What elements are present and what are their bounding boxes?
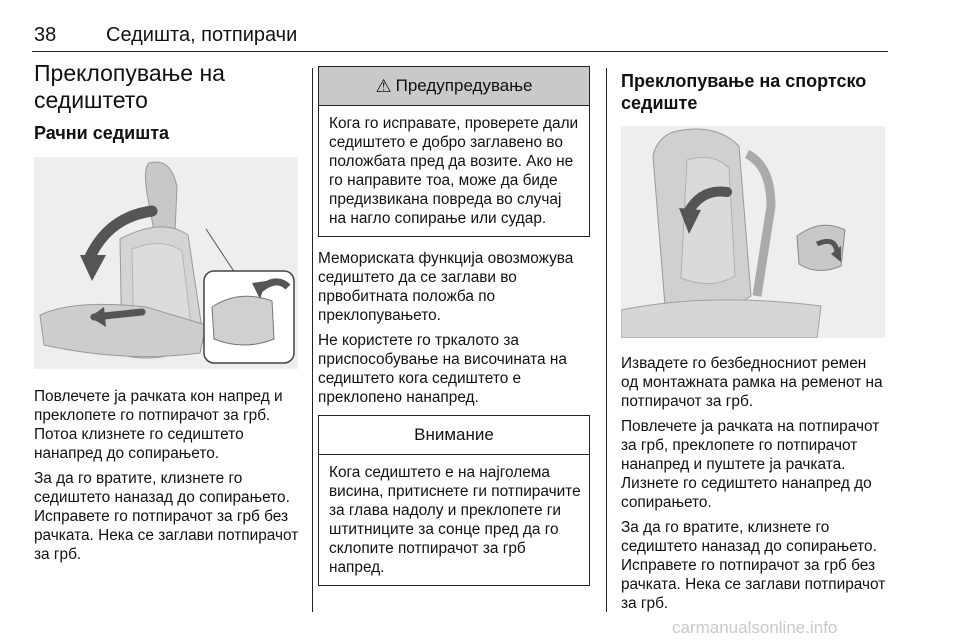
column-2 (318, 60, 590, 586)
warning-box (318, 66, 590, 237)
header-divider (32, 51, 888, 52)
page-number: 38 (34, 24, 57, 46)
caution-body: Кога седиштето е на најголема висина, притиснете ги потпирачите за глава надолу и преклопете ги штитниците за сонце пред да го склопите потпирачот за грб напред. (329, 464, 581, 576)
caution-box (318, 415, 590, 586)
paragraph: За да го вратите, клизнете го седиштето наназад до сопирањето. Исправете го потпирачот за грб без рачката. Нека се заглави потпирачот за грб. (621, 519, 886, 612)
watermark: carmanualsonline.info (672, 618, 838, 637)
warning-triangle-icon: ⚠ (375, 75, 392, 96)
section-heading: Преклопување на спортско седиште (621, 71, 867, 113)
warning-header (319, 67, 589, 106)
paragraph: Меморискaта функција овозможува седиштето да се заглави во првобитната положба по преклопувањето. (318, 250, 574, 324)
section-heading: Преклопување на седиштето (34, 60, 225, 113)
column-3 (621, 60, 887, 619)
warning-title: Предупредување (395, 76, 533, 95)
paragraph: Повлечете ја рачката на потпирачот за грб, преклопете го потпирачот нанапред и пуштете ја рачката. Лизнете го седиштето нанапред до сопирањето. (621, 418, 880, 511)
sport-seat-illustration (621, 126, 885, 338)
paragraph: Повлечете ја рачката кон напред и преклопете го потпирачот за грб. Потоа клизнете го седиштето нанапред до сопирањето. (34, 388, 283, 462)
column-divider-1 (312, 68, 313, 612)
paragraph: Не користете го тркалото за приспособување на височината на седиштето кога седиштето е преклопено нанапред. (318, 332, 567, 406)
section-subheading: Рачни седишта (34, 123, 170, 143)
header-title: Седишта, потпирачи (106, 24, 298, 46)
warning-body: Кога го исправате, проверете дали седиштето е добро заглавено во положбата пред да возите. Ако не го направите тоа, може да биде предизвикана повреда во случај на нагло сопирање или судар. (329, 115, 579, 227)
paragraph: Извадете го безбедносниот ремен од монтажната рамка на ременот на потпирачот за грб. (621, 355, 883, 410)
caution-title: Внимание (319, 416, 589, 455)
manual-seat-illustration (34, 157, 298, 369)
page-header (34, 24, 297, 47)
column-1 (34, 60, 300, 570)
paragraph: За да го вратите, клизнете го седиштето наназад до сопирањето. Исправете го потпирачот за грб без рачката. Нека се заглави потпирачот за грб. (34, 470, 299, 563)
column-divider-2 (606, 68, 607, 612)
